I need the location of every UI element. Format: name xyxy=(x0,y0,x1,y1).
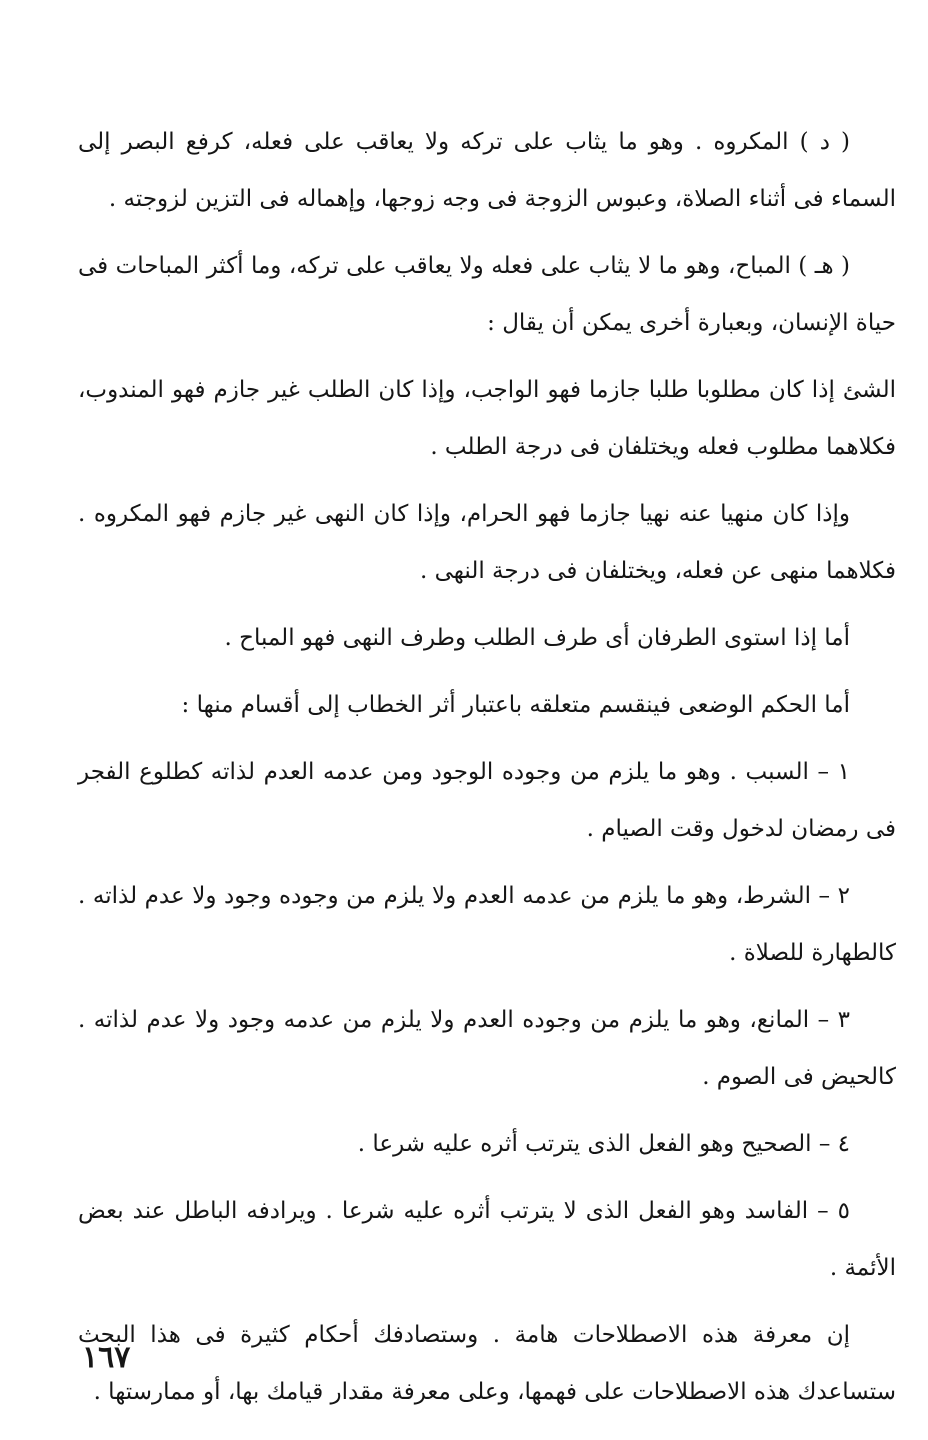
page-number: ١٦٧ xyxy=(82,1340,131,1375)
paragraph-mubah: ( هـ ) المباح، وهو ما لا يثاب على فعله ولا يعاقب على تركه، وما أكثر المباحات فى حياة الإنسان، وبعبارة أخرى يمكن أن يقال : xyxy=(78,253,896,336)
page-body-text xyxy=(78,114,896,1431)
paragraph-wajib-mandub: الشئ إذا كان مطلوبا طلبا جازما فهو الواجب، وإذا كان الطلب غير جازم فهو المندوب، فكلاهما مطلوب فعله ويختلفان فى درجة الطلب . xyxy=(78,377,896,460)
paragraph-hukm-wadi: أما الحكم الوضعى فينقسم متعلقه باعتبار أثر الخطاب إلى أقسام منها : xyxy=(181,692,850,718)
list-item-fasid: ٥ – الفاسد وهو الفعل الذى لا يترتب أثره عليه شرعا . ويرادفه الباطل عند بعض الأئمة . xyxy=(78,1198,896,1281)
list-item-sahih: ٤ – الصحيح وهو الفعل الذى يترتب أثره عليه شرعا . xyxy=(357,1131,850,1157)
list-item-mani: ٣ – المانع، وهو ما يلزم من وجوده العدم ولا يلزم من عدمه وجود ولا عدم لذاته . كالحيض فى الصوم . xyxy=(78,1007,896,1090)
paragraph-makruh: ( د ) المكروه . وهو ما يثاب على تركه ولا يعاقب على فعله، كرفع البصر إلى السماء فى أثناء الصلاة، وعبوس الزوجة فى وجه زوجها، وإهماله فى التزين لزوجته . xyxy=(78,129,896,212)
list-item-shart: ٢ – الشرط، وهو ما يلزم من عدمه العدم ولا يلزم من وجوده وجود ولا عدم لذاته . كالطهارة للصلاة . xyxy=(78,883,896,966)
list-item-sabab: ١ – السبب . وهو ما يلزم من وجوده الوجود ومن عدمه العدم لذاته كطلوع الفجر فى رمضان لدخول وقت الصيام . xyxy=(78,759,896,842)
paragraph-haram-makruh: وإذا كان منهيا عنه نهيا جازما فهو الحرام، وإذا كان النهى غير جازم فهو المكروه . فكلاهما منهى عن فعله، ويختلفان فى درجة النهى . xyxy=(78,501,896,584)
paragraph-mubah-definition: أما إذا استوى الطرفان أى طرف الطلب وطرف النهى فهو المباح . xyxy=(224,625,850,651)
paragraph-conclusion: إن معرفة هذه الاصطلاحات هامة . وستصادفك أحكام كثيرة فى هذا البحث ستساعدك هذه الاصطلاحات على فهمها، وعلى معرفة مقدار قيامك بها، أو ممارستها . xyxy=(78,1322,896,1405)
